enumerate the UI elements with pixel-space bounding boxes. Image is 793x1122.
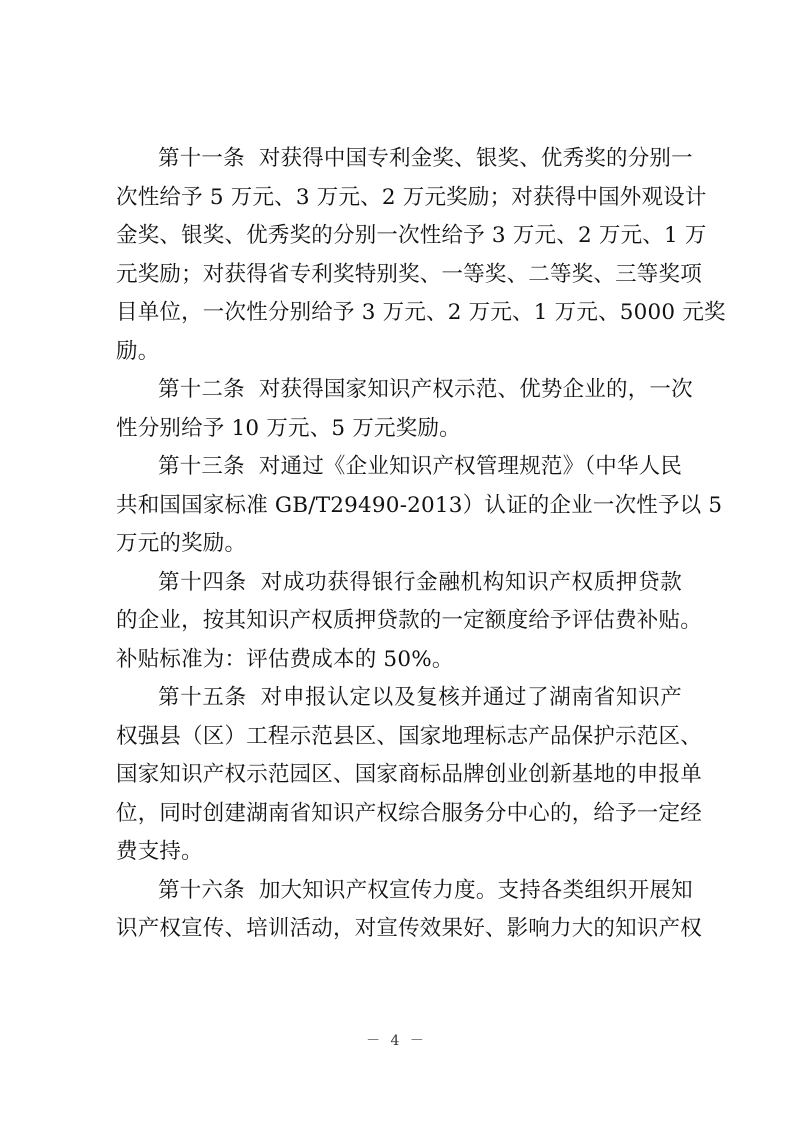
article-number: 第十六条 (158, 877, 245, 903)
article-line (116, 872, 693, 911)
article-text: 对获得中国专利金奖、银奖、优秀奖的分别一 (258, 146, 693, 171)
article-line: 目单位，一次性分别给予 3 万元、2 万元、1 万元、5000 元奖 (116, 300, 726, 325)
article-text: 对申报认定以及复核并通过了湖南省知识产 (260, 685, 682, 710)
article-13 (116, 448, 723, 564)
article-line: 次性给予 5 万元、3 万元、2 万元奖励；对获得中国外观设计 (116, 184, 707, 210)
article-line: 的企业，按其知识产权质押贷款的一定额度给予评估费补贴。 (116, 608, 702, 633)
article-line (116, 564, 682, 603)
document-body (116, 140, 726, 949)
article-11 (116, 140, 726, 371)
article-number: 第十四条 (158, 569, 247, 595)
article-12 (116, 371, 693, 448)
article-line: 国家知识产权示范园区、国家商标品牌创业创新基地的申报单 (116, 762, 702, 787)
article-14 (116, 564, 702, 680)
article-line: 万元的奖励。 (116, 531, 247, 556)
article-line: 补贴标准为：评估费成本的 50%。 (116, 646, 454, 672)
article-16 (116, 872, 702, 949)
article-number: 第十二条 (158, 377, 245, 402)
article-text: 对成功获得银行金融机构知识产权质押贷款 (260, 569, 682, 595)
article-line (116, 140, 693, 179)
article-line (116, 448, 682, 487)
article-text: 对通过《企业知识产权管理规范》（中华人民 (258, 454, 683, 479)
article-number: 第十五条 (158, 685, 247, 710)
article-line: 金奖、银奖、优秀奖的分别一次性给予 3 万元、2 万元、1 万 (116, 223, 707, 248)
article-line (116, 679, 682, 718)
article-line: 权强县（区）工程示范县区、国家地理标志产品保护示范区、 (116, 723, 702, 749)
article-line: 性分别给予 10 万元、5 万元奖励。 (116, 415, 461, 441)
article-number: 第十一条 (158, 146, 245, 171)
article-line: 费支持。 (116, 839, 203, 864)
article-line: 共和国国家标准 GB/T29490-2013）认证的企业一次性予以 5 (116, 492, 723, 518)
article-number: 第十三条 (158, 454, 245, 479)
article-text: 对获得国家知识产权示范、优势企业的，一次 (258, 377, 693, 402)
article-15 (116, 679, 702, 872)
article-line: 识产权宣传、培训活动，对宣传效果好、影响力大的知识产权 (116, 916, 702, 941)
article-line (116, 371, 693, 410)
article-line: 励。 (116, 338, 160, 364)
article-line: 位，同时创建湖南省知识产权综合服务分中心的，给予一定经 (116, 800, 702, 826)
page-number: － 4 － (366, 1033, 427, 1049)
article-line: 元奖励；对获得省专利奖特别奖、一等奖、二等奖、三等奖项 (116, 261, 702, 287)
article-text: 加大知识产权宣传力度。支持各类组织开展知 (258, 877, 693, 903)
